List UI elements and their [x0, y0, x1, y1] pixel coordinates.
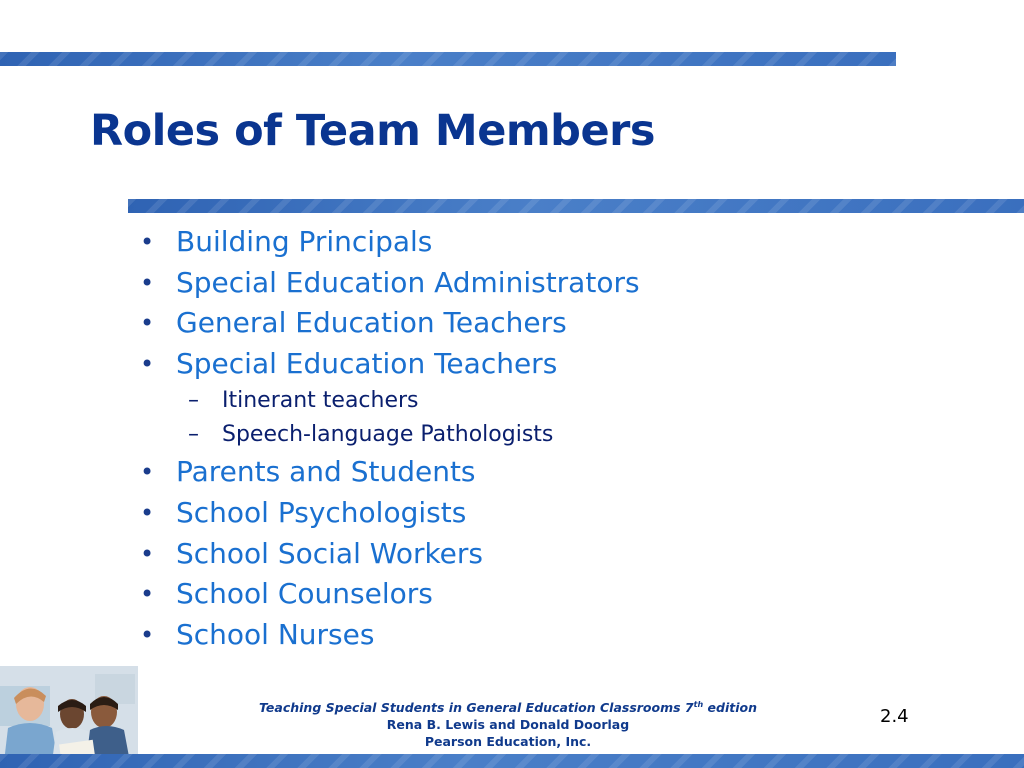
edition-superscript: th	[693, 700, 704, 709]
bullet-item	[140, 222, 1000, 263]
bullet-glyph: •	[140, 268, 155, 297]
bullet-glyph: •	[140, 309, 155, 338]
photo-illustration	[0, 666, 138, 762]
bullet-text: School Counselors	[176, 577, 433, 611]
bullet-text: Special Education Teachers	[176, 346, 558, 380]
title-underline-band	[128, 199, 1024, 213]
bullet-text: Parents and Students	[176, 455, 476, 489]
bullet-glyph: •	[140, 539, 155, 568]
bullet-glyph: •	[140, 498, 155, 527]
bullet-item	[140, 615, 1000, 656]
bullet-list	[140, 222, 1000, 655]
bullet-text: Building Principals	[176, 225, 433, 258]
book-title-line	[170, 696, 846, 716]
bullet-glyph: •	[140, 620, 155, 649]
bullet-glyph: •	[140, 349, 155, 378]
bottom-decorative-band	[0, 754, 1024, 768]
sub-bullet-item	[188, 384, 1000, 418]
bullet-text: Special Education Administrators	[176, 265, 640, 299]
book-title: Teaching Special Students in General Education Classrooms 7	[259, 700, 694, 716]
publisher-line: Pearson Education, Inc.	[424, 734, 592, 750]
bullet-item	[140, 263, 1000, 304]
sub-bullet-item	[188, 418, 1000, 452]
bullet-text: School Nurses	[176, 617, 375, 651]
bullet-item	[140, 344, 1000, 385]
slide-title: Roles of Team Members	[90, 106, 655, 156]
bullet-item	[140, 452, 1000, 493]
bullet-text: School Social Workers	[176, 536, 484, 570]
bullet-item	[140, 574, 1000, 615]
footer-credit	[170, 696, 846, 750]
bullet-item	[140, 303, 1000, 344]
sub-bullet-text: Itinerant teachers	[222, 388, 419, 414]
bullet-glyph: •	[140, 458, 155, 487]
students-reading-photo	[0, 666, 138, 762]
top-decorative-band	[0, 52, 896, 66]
edition-word: edition	[703, 700, 757, 716]
bullet-text: School Psychologists	[176, 495, 467, 529]
sub-bullet-text: Speech-language Pathologists	[222, 422, 554, 448]
dash-glyph: –	[188, 388, 199, 414]
sub-bullet-list	[140, 384, 1000, 452]
bullet-item	[140, 493, 1000, 534]
dash-glyph: –	[188, 422, 199, 448]
bullet-glyph: •	[140, 228, 155, 256]
bullet-glyph: •	[140, 580, 155, 609]
slide-number: 2.4	[880, 706, 909, 727]
bullet-item	[140, 534, 1000, 575]
authors-line: Rena B. Lewis and Donald Doorlag	[386, 717, 630, 733]
bullet-text: General Education Teachers	[176, 306, 567, 340]
